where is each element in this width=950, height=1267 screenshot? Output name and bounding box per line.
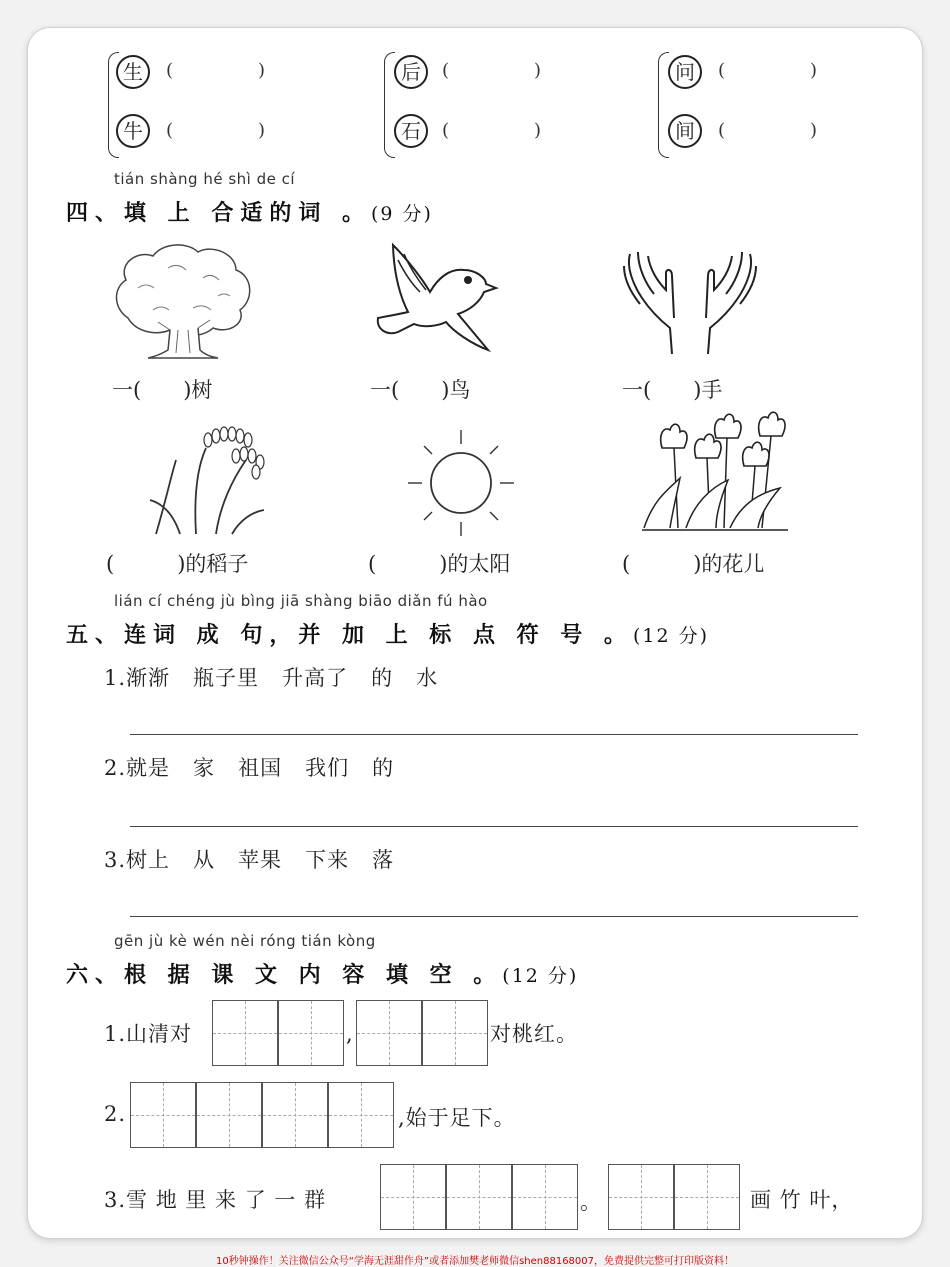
row2-label-rice: ( )的稻子 [106, 552, 249, 576]
section5-heading [66, 618, 709, 649]
paren-close: ) [810, 120, 818, 141]
row2-label-sun: ( )的太阳 [368, 552, 511, 576]
paren-open: ( [718, 120, 726, 141]
section4-pinyin: tián shàng hé shì de cí [114, 170, 296, 188]
tian-grid-box[interactable] [608, 1164, 674, 1230]
tian-grid-box[interactable] [380, 1164, 446, 1230]
tian-grid-box[interactable] [196, 1082, 262, 1148]
section6-pinyin: gēn jù kè wén nèi róng tián kòng [114, 932, 376, 950]
bird-illustration [368, 240, 498, 360]
section4-score: (9 分) [370, 203, 433, 225]
paren-close: ) [258, 120, 266, 141]
paren-close: ) [810, 60, 818, 81]
section5-score: (12 分) [632, 625, 709, 647]
tian-grid-box[interactable] [356, 1000, 422, 1066]
tulips-illustration [640, 418, 790, 534]
tian-grid-box[interactable] [674, 1164, 740, 1230]
row1-label-hand: 一( )手 [622, 378, 723, 402]
row2-label-flowers: ( )的花儿 [622, 552, 765, 576]
circled-char: 生 [116, 55, 150, 89]
circled-char: 间 [668, 114, 702, 148]
row1-label-bird: 一( )鸟 [370, 378, 471, 402]
paren-close: ) [258, 60, 266, 81]
tian-grid-box[interactable] [422, 1000, 488, 1066]
q3-mid: 。 [580, 1190, 602, 1214]
paren-open: ( [166, 60, 174, 81]
circled-char: 牛 [116, 114, 150, 148]
q2-prefix: 2. [104, 1102, 127, 1126]
q1-comma: , [346, 1022, 354, 1046]
section5-title: 五、连词 成 句，并 加 上 标 点 符 号 。 [66, 623, 633, 648]
sentence-item-3: 3.树上 从 苹果 下来 落 [104, 848, 395, 872]
circled-char: 后 [394, 55, 428, 89]
sentence-item-1: 1.渐渐 瓶子里 升高了 的 水 [104, 666, 439, 690]
tian-grid-box[interactable] [446, 1164, 512, 1230]
tian-grid-box[interactable] [278, 1000, 344, 1066]
section4-title: 四、填 上 合适的词 。 [66, 201, 371, 226]
sun-illustration [406, 428, 516, 538]
paren-open: ( [442, 60, 450, 81]
tree-illustration [108, 238, 258, 363]
paren-close: ) [534, 120, 542, 141]
worksheet-page [28, 28, 922, 1238]
section6-heading [66, 958, 578, 989]
hands-illustration [620, 246, 760, 358]
tian-grid-box[interactable] [262, 1082, 328, 1148]
section4-heading [66, 196, 433, 227]
q3-suffix: 画 竹 叶， [750, 1188, 854, 1212]
q3-prefix: 3.雪 地 里 来 了 一 群 [104, 1188, 327, 1212]
tian-grid-box[interactable] [212, 1000, 278, 1066]
tian-grid-box[interactable] [328, 1082, 394, 1148]
row1-label-tree: 一( )树 [112, 378, 213, 402]
circled-char: 石 [394, 114, 428, 148]
tian-grid-box[interactable] [130, 1082, 196, 1148]
section6-title: 六、根 据 课 文 内 容 填 空 。 [66, 963, 503, 988]
footer-notice: 10秒钟操作！关注微信公众号“学海无涯甜作舟”或者添加樊老师微信shen88168007，免费提供完整可打印版资料！ [215, 1256, 735, 1267]
tian-grid-box[interactable] [512, 1164, 578, 1230]
answer-line[interactable] [130, 826, 858, 827]
answer-line[interactable] [130, 734, 858, 735]
q2-suffix: ,始于足下。 [398, 1106, 516, 1130]
rice-illustration [136, 420, 266, 536]
circled-char: 问 [668, 55, 702, 89]
answer-line[interactable] [130, 916, 858, 917]
paren-open: ( [442, 120, 450, 141]
q1-suffix: 对桃红。 [490, 1022, 578, 1046]
paren-open: ( [718, 60, 726, 81]
paren-open: ( [166, 120, 174, 141]
sentence-item-2: 2.就是 家 祖国 我们 的 [104, 756, 395, 780]
q1-prefix: 1.山清对 [104, 1022, 193, 1046]
paren-close: ) [534, 60, 542, 81]
section6-score: (12 分) [502, 965, 579, 987]
section5-pinyin: lián cí chéng jù bìng jiā shàng biāo diǎn fú hào [114, 592, 488, 610]
